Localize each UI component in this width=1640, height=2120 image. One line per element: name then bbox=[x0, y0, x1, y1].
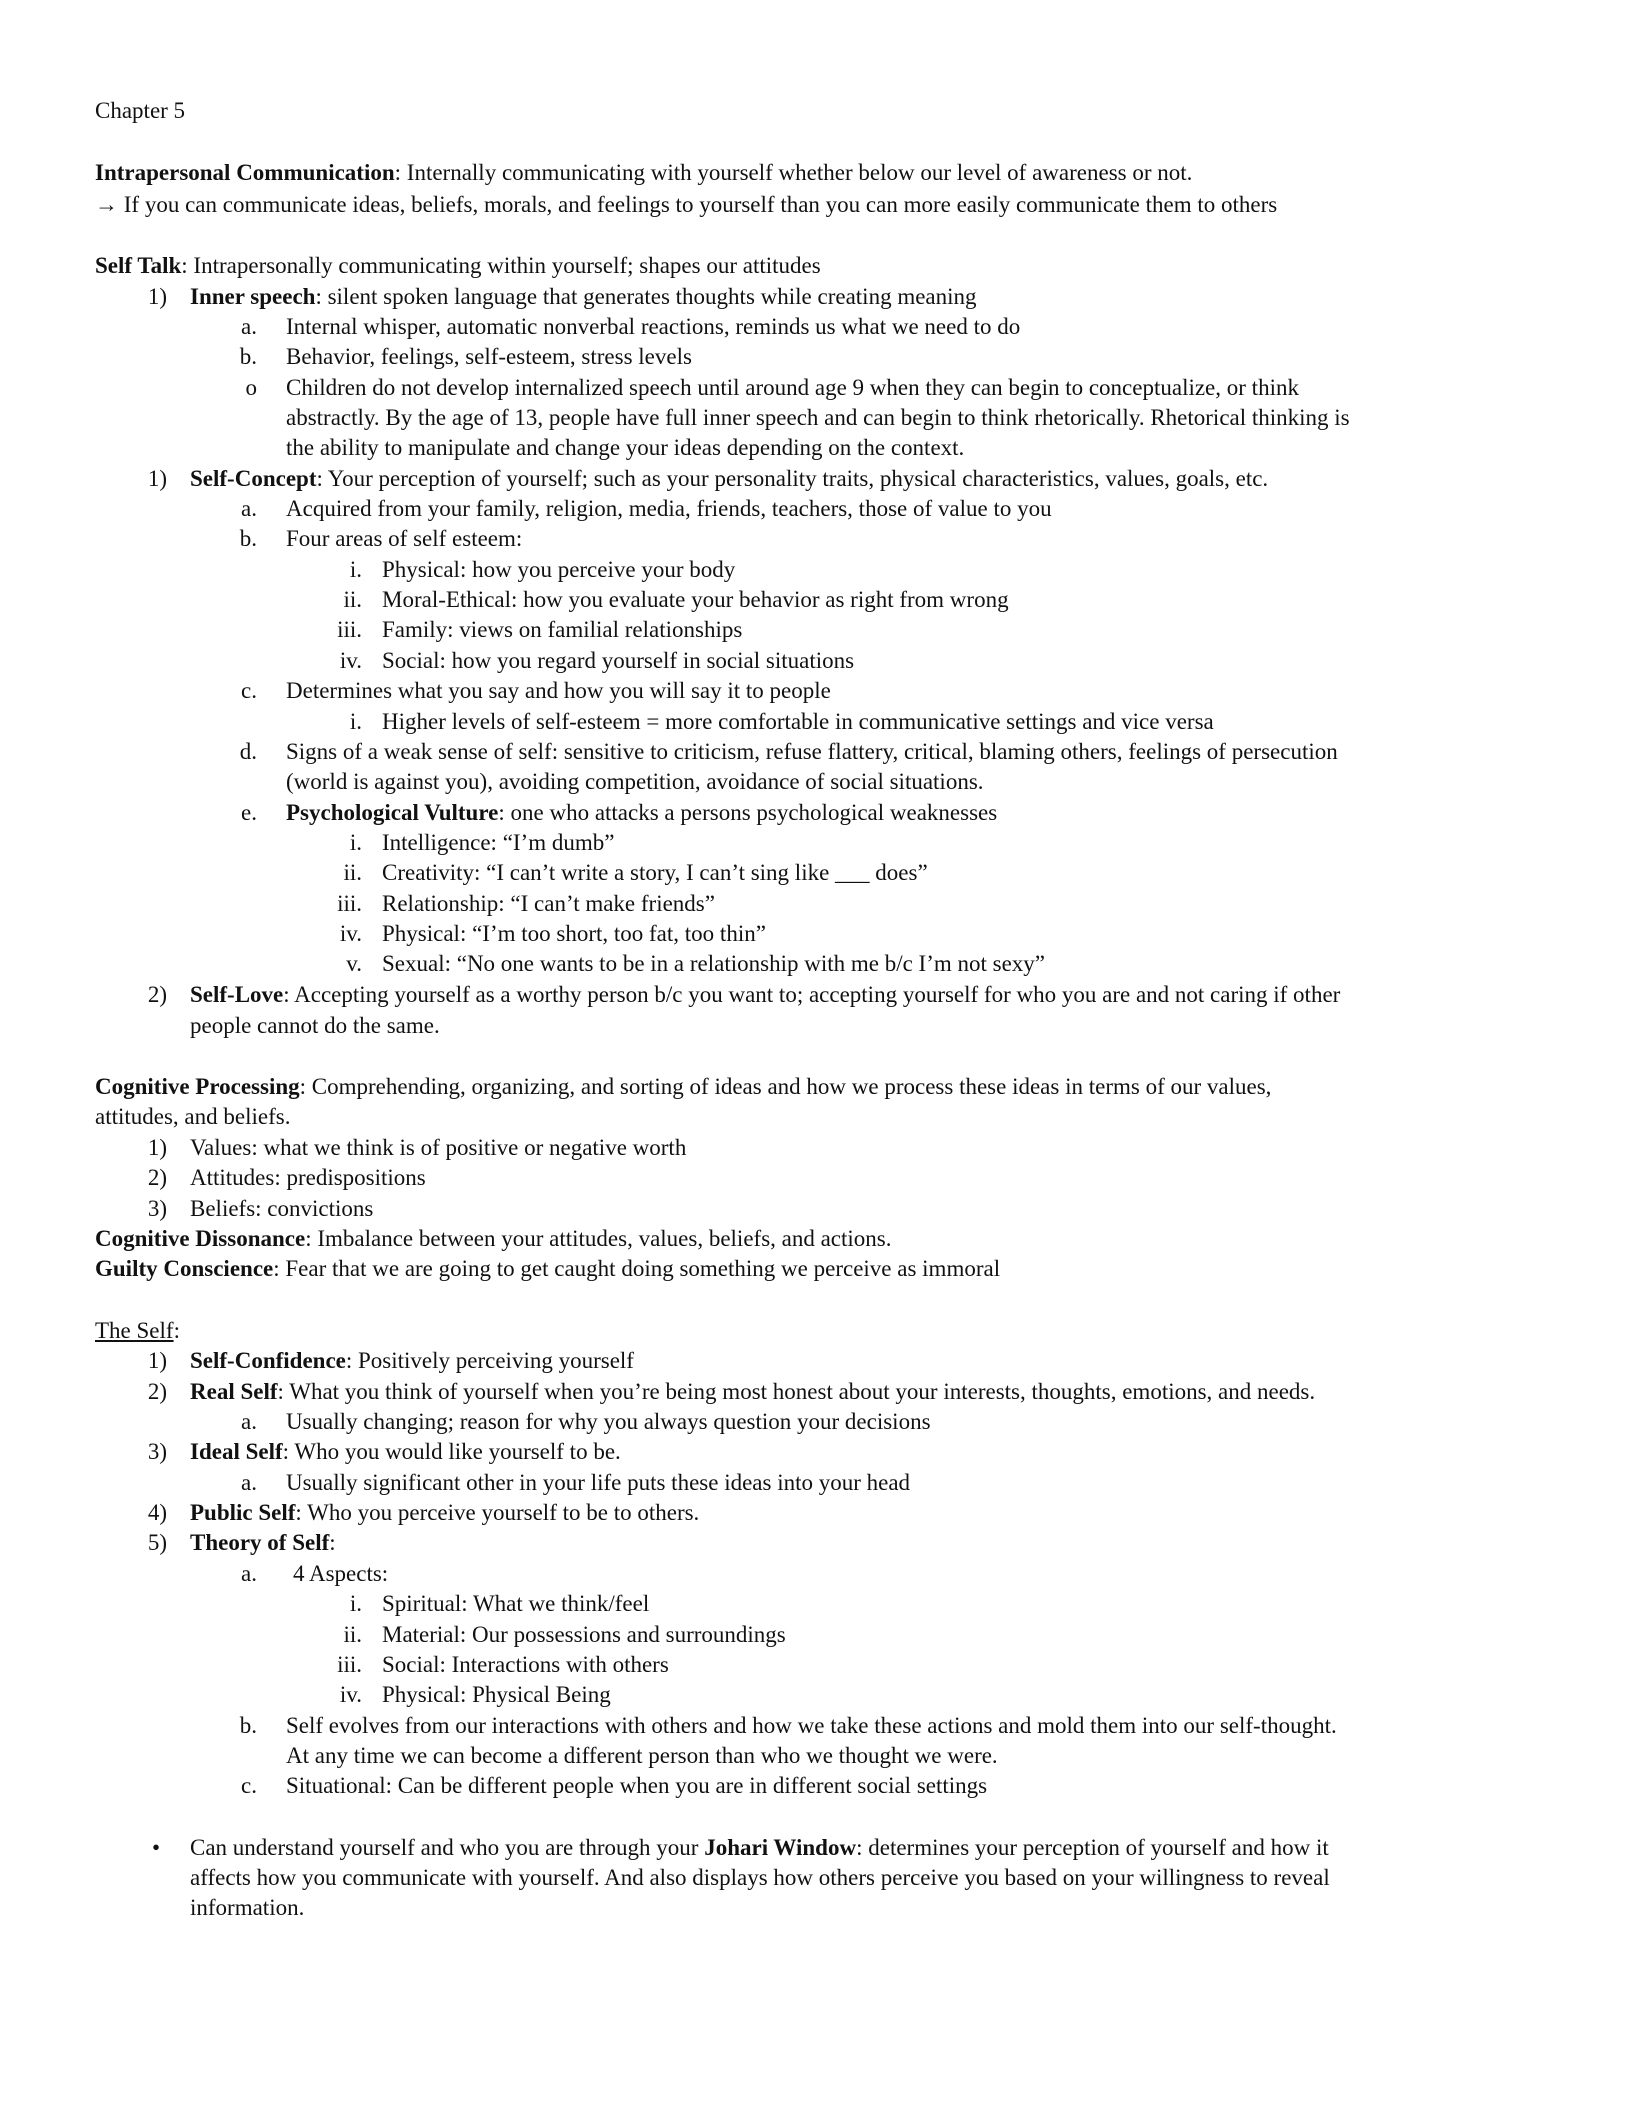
theory-of-self-term: Theory of Self bbox=[190, 1530, 330, 1555]
list-marker: iii. bbox=[337, 891, 362, 916]
self-love-term: Self-Love bbox=[190, 982, 284, 1007]
list-marker: 2) bbox=[147, 982, 167, 1007]
list-marker: iii. bbox=[337, 617, 362, 642]
list-item: Self evolves from our interactions with others and how we take these actions and mold them into our self-thought. bbox=[286, 1713, 1337, 1738]
real-self-term: Real Self bbox=[190, 1379, 278, 1404]
list-marker: a. bbox=[241, 1470, 257, 1495]
ideal-self-item: Ideal Self: Who you would like yourself to be. bbox=[190, 1439, 621, 1464]
psychological-vulture-term: Psychological Vulture bbox=[286, 800, 499, 825]
list-marker: i. bbox=[349, 709, 362, 734]
guilty-conscience-term: Guilty Conscience bbox=[95, 1256, 274, 1281]
list-item: Four areas of self esteem: bbox=[286, 526, 523, 551]
chapter-heading: Chapter 5 bbox=[95, 98, 186, 123]
cognitive-processing-term: Cognitive Processing bbox=[95, 1074, 300, 1099]
list-marker: 3) bbox=[147, 1196, 167, 1221]
self-confidence-term: Self-Confidence bbox=[190, 1348, 346, 1373]
johari-window-item: Can understand yourself and who you are through your Johari Window: determines your perception of yourself and how it bbox=[190, 1835, 1329, 1860]
intrapersonal-definition: Intrapersonal Communication: Internally communicating with yourself whether below our level of awareness or not. bbox=[95, 160, 1193, 185]
list-item: Relationship: “I can’t make friends” bbox=[382, 891, 715, 916]
list-item: Physical: Physical Being bbox=[382, 1682, 611, 1707]
theory-of-self-item: Theory of Self: bbox=[190, 1530, 336, 1555]
list-marker: iii. bbox=[337, 1652, 362, 1677]
list-marker: b. bbox=[239, 526, 257, 551]
list-item-continuation: (world is against you), avoiding competition, avoidance of social situations. bbox=[286, 769, 984, 794]
inner-speech-item: Inner speech: silent spoken language that generates thoughts while creating meaning bbox=[190, 284, 977, 309]
intrapersonal-arrow-note: → If you can communicate ideas, beliefs, morals, and feelings to yourself than you can more easily communicate them to others bbox=[95, 192, 1278, 217]
list-item-continuation: information. bbox=[190, 1895, 305, 1920]
list-marker: i. bbox=[349, 1591, 362, 1616]
list-marker: b. bbox=[239, 344, 257, 369]
list-item: Sexual: “No one wants to be in a relationship with me b/c I’m not sexy” bbox=[382, 951, 1046, 976]
list-marker: b. bbox=[239, 1713, 257, 1738]
self-love-item: Self-Love: Accepting yourself as a worthy person b/c you want to; accepting yourself for who you are and not caring if other bbox=[190, 982, 1341, 1007]
list-item: Internal whisper, automatic nonverbal reactions, reminds us what we need to do bbox=[286, 314, 1021, 339]
list-marker: o bbox=[245, 375, 257, 400]
list-item: Beliefs: convictions bbox=[190, 1196, 374, 1221]
list-marker: iv. bbox=[339, 921, 362, 946]
list-marker: iv. bbox=[339, 1682, 362, 1707]
real-self-item: Real Self: What you think of yourself when you’re being most honest about your interests, thoughts, emotions, and needs. bbox=[190, 1379, 1316, 1404]
guilty-conscience-definition: Guilty Conscience: Fear that we are going to get caught doing something we perceive as immoral bbox=[95, 1256, 1001, 1281]
list-item-continuation: affects how you communicate with yourself. And also displays how others perceive you based on your willingness to reveal bbox=[190, 1865, 1330, 1890]
list-marker: a. bbox=[241, 314, 257, 339]
list-marker: c. bbox=[241, 678, 257, 703]
list-item: Creativity: “I can’t write a story, I can’t sing like ___ does” bbox=[382, 860, 928, 885]
list-marker: ii. bbox=[343, 860, 362, 885]
list-marker: a. bbox=[241, 496, 257, 521]
list-item: Behavior, feelings, self-esteem, stress levels bbox=[286, 344, 692, 369]
list-marker: ii. bbox=[343, 587, 362, 612]
list-item: Social: Interactions with others bbox=[382, 1652, 669, 1677]
list-marker: 1) bbox=[147, 1135, 167, 1160]
self-concept-item: Self-Concept: Your perception of yourself; such as your personality traits, physical characteristics, values, goals, etc. bbox=[190, 466, 1269, 491]
list-item: Physical: how you perceive your body bbox=[382, 557, 736, 582]
list-item: Attitudes: predispositions bbox=[190, 1165, 426, 1190]
list-marker: a. bbox=[241, 1409, 257, 1434]
list-marker: 3) bbox=[147, 1439, 167, 1464]
list-marker: 1) bbox=[147, 1348, 167, 1373]
list-marker: d. bbox=[239, 739, 257, 764]
list-marker: 1) bbox=[147, 284, 167, 309]
list-marker: 2) bbox=[147, 1379, 167, 1404]
list-item: Intelligence: “I’m dumb” bbox=[382, 830, 615, 855]
list-item-continuation: the ability to manipulate and change your ideas depending on the context. bbox=[286, 435, 965, 460]
list-item-continuation: At any time we can become a different person than who we thought we were. bbox=[286, 1743, 998, 1768]
inner-speech-term: Inner speech bbox=[190, 284, 316, 309]
self-talk-term: Self Talk bbox=[95, 253, 182, 278]
list-marker: iv. bbox=[339, 648, 362, 673]
psychological-vulture-item: Psychological Vulture: one who attacks a persons psychological weaknesses bbox=[286, 800, 998, 825]
list-item-continuation: people cannot do the same. bbox=[190, 1013, 440, 1038]
ideal-self-term: Ideal Self bbox=[190, 1439, 283, 1464]
list-item: Spiritual: What we think/feel bbox=[382, 1591, 650, 1616]
self-talk-definition: Self Talk: Intrapersonally communicating within yourself; shapes our attitudes bbox=[95, 253, 821, 278]
intrapersonal-term: Intrapersonal Communication bbox=[95, 160, 395, 185]
list-marker: i. bbox=[349, 830, 362, 855]
list-item: Social: how you regard yourself in social situations bbox=[382, 648, 855, 673]
list-item: Material: Our possessions and surroundings bbox=[382, 1622, 786, 1647]
list-marker: a. bbox=[241, 1561, 257, 1586]
johari-window-term: Johari Window bbox=[704, 1835, 857, 1860]
list-marker: 5) bbox=[147, 1530, 167, 1555]
list-item-continuation: abstractly. By the age of 13, people have full inner speech and can begin to think rhetorically. Rhetorical thinking is bbox=[286, 405, 1350, 430]
list-item: Acquired from your family, religion, media, friends, teachers, those of value to you bbox=[286, 496, 1052, 521]
list-item: Situational: Can be different people when you are in different social settings bbox=[286, 1773, 988, 1798]
list-marker: v. bbox=[346, 951, 362, 976]
list-item: Physical: “I’m too short, too fat, too thin” bbox=[382, 921, 766, 946]
list-item: Usually changing; reason for why you always question your decisions bbox=[286, 1409, 931, 1434]
cognitive-dissonance-term: Cognitive Dissonance bbox=[95, 1226, 306, 1251]
list-marker: e. bbox=[241, 800, 257, 825]
public-self-item: Public Self: Who you perceive yourself to be to others. bbox=[190, 1500, 700, 1525]
bullet-marker: • bbox=[151, 1835, 160, 1860]
list-item: Signs of a weak sense of self: sensitive to criticism, refuse flattery, critical, blaming others, feelings of persecution bbox=[286, 739, 1338, 764]
self-confidence-item: Self-Confidence: Positively perceiving yourself bbox=[190, 1348, 634, 1373]
the-self-heading: The Self: bbox=[95, 1318, 180, 1343]
cognitive-processing-definition: Cognitive Processing: Comprehending, organizing, and sorting of ideas and how we process these ideas in terms of our values, bbox=[95, 1074, 1272, 1099]
definition-continuation: attitudes, and beliefs. bbox=[95, 1104, 291, 1129]
list-item: Higher levels of self-esteem = more comfortable in communicative settings and vice versa bbox=[382, 709, 1214, 734]
cognitive-dissonance-definition: Cognitive Dissonance: Imbalance between your attitudes, values, beliefs, and actions. bbox=[95, 1226, 892, 1251]
list-item: Moral-Ethical: how you evaluate your behavior as right from wrong bbox=[382, 587, 1009, 612]
list-item: Children do not develop internalized speech until around age 9 when they can begin to conceptualize, or think bbox=[286, 375, 1299, 400]
list-marker: c. bbox=[241, 1773, 257, 1798]
list-item: Usually significant other in your life puts these ideas into your head bbox=[286, 1470, 911, 1495]
list-marker: 1) bbox=[147, 466, 167, 491]
public-self-term: Public Self bbox=[190, 1500, 296, 1525]
list-marker: 4) bbox=[147, 1500, 167, 1525]
list-item: 4 Aspects: bbox=[293, 1561, 389, 1586]
list-marker: i. bbox=[349, 557, 362, 582]
list-item: Family: views on familial relationships bbox=[382, 617, 743, 642]
list-item: Values: what we think is of positive or negative worth bbox=[190, 1135, 687, 1160]
self-concept-term: Self-Concept bbox=[190, 466, 317, 491]
list-marker: ii. bbox=[343, 1622, 362, 1647]
list-item: Determines what you say and how you will say it to people bbox=[286, 678, 831, 703]
list-marker: 2) bbox=[147, 1165, 167, 1190]
